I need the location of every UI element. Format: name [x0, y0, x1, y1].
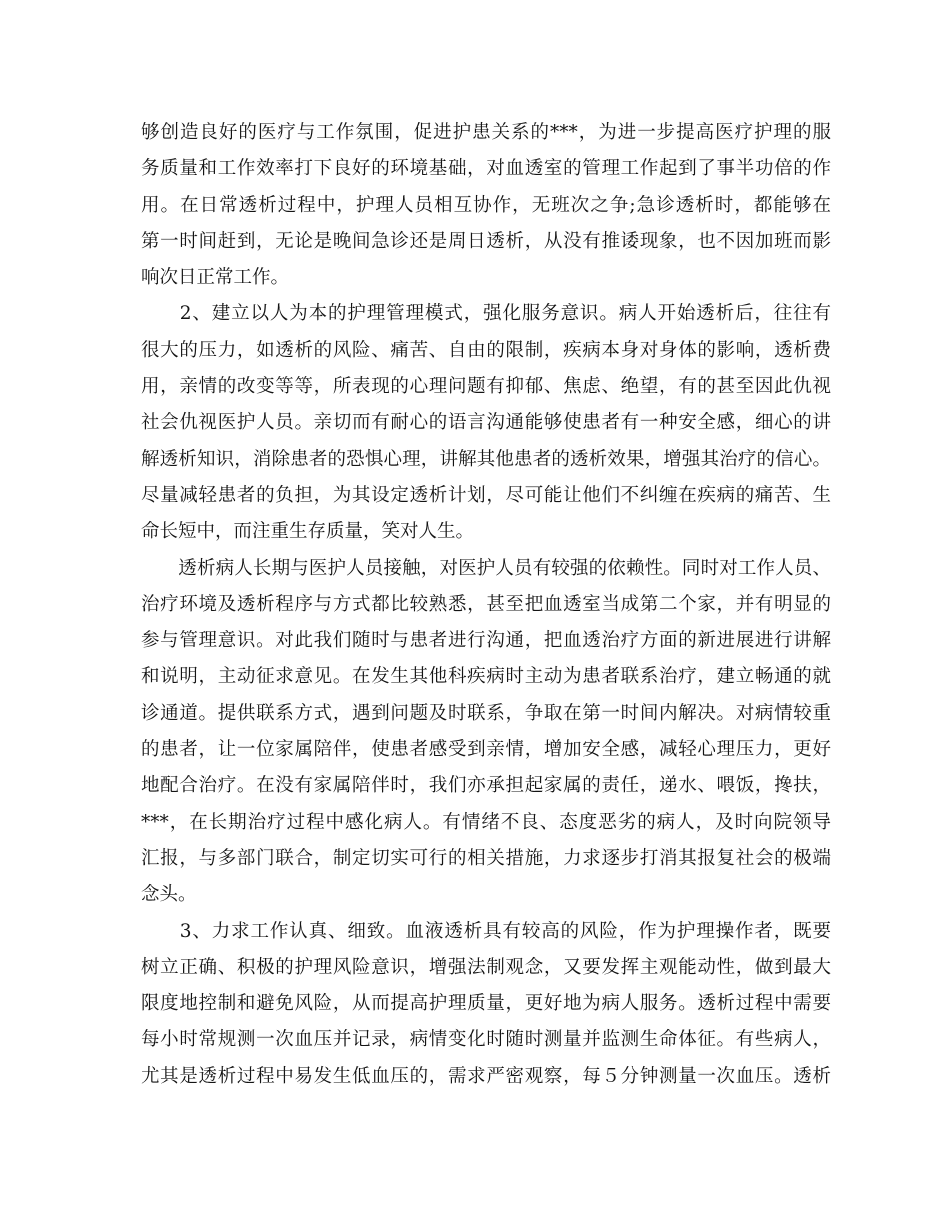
- text-line: 响次日正常工作。: [141, 267, 290, 289]
- text-line: 每小时常规测一次血压并记录，病情变化时随时测量并监测生命体征。有些病人，: [141, 1029, 831, 1051]
- text-line: 诊通道。提供联系方式，遇到问题及时联系，争取在第一时间内解决。对病情较重: [141, 702, 831, 724]
- text-line: 汇报，与多部门联合，制定切实可行的相关措施，力求逐步打消其报复社会的极端: [141, 847, 831, 869]
- text-line: 用。在日常透析过程中，护理人员相互协作，无班次之争;急诊透析时，都能够在: [141, 194, 831, 216]
- text-line: 地配合治疗。在没有家属陪伴时，我们亦承担起家属的责任，递水、喂饭，搀扶，: [141, 775, 831, 797]
- text-line: 树立正确、积极的护理风险意识，增强法制观念，又要发挥主观能动性，做到最大: [141, 956, 831, 978]
- text-line: 务质量和工作效率打下良好的环境基础，对血透室的管理工作起到了事半功倍的作: [141, 158, 831, 180]
- text-line: 限度地控制和避免风险，从而提高护理质量，更好地为病人服务。透析过程中需要: [141, 993, 831, 1015]
- text-line: 用，亲情的改变等等，所表现的心理问题有抑郁、焦虑、绝望，有的甚至因此仇视: [141, 376, 831, 398]
- text-line: 第一时间赶到，无论是晚间急诊还是周日透析，从没有推诿现象，也不因加班而影: [141, 230, 831, 252]
- text-line: 治疗环境及透析程序与方式都比较熟悉，甚至把血透室当成第二个家，并有明显的: [141, 593, 831, 615]
- text-line: 尤其是透析过程中易发生低血压的，需求严密观察，每５分钟测量一次血压。透析: [141, 1065, 831, 1087]
- document-body: [141, 115, 831, 1095]
- text-line: 2、建立以人为本的护理管理模式，强化服务意识。病人开始透析后，往往有: [141, 303, 831, 325]
- text-line: 参与管理意识。对此我们随时与患者进行沟通，把血透治疗方面的新进展进行讲解: [141, 630, 831, 652]
- text-line: 很大的压力，如透析的风险、痛苦、自由的限制，疾病本身对身体的影响，透析费: [141, 339, 831, 361]
- text-line: 和说明，主动征求意见。在发生其他科疾病时主动为患者联系治疗，建立畅通的就: [141, 666, 831, 688]
- text-line: 的患者，让一位家属陪伴，使患者感受到亲情，增加安全感，减轻心理压力，更好: [141, 739, 831, 761]
- text-line: 念头。: [141, 884, 197, 906]
- text-line: 够创造良好的医疗与工作氛围，促进护患关系的***，为进一步提高医疗护理的服: [141, 122, 831, 143]
- text-line: ***，在长期治疗过程中感化病人。有情绪不良、态度恶劣的病人，及时向院领导: [141, 811, 831, 833]
- text-line: 3、力求工作认真、细致。血液透析具有较高的风险，作为护理操作者，既要: [141, 920, 831, 942]
- text-line: 社会仇视医护人员。亲切而有耐心的语言沟通能够使患者有一种安全感，细心的讲: [141, 412, 831, 434]
- text-line: 尽量减轻患者的负担，为其设定透析计划，尽可能让他们不纠缠在疾病的痛苦、生: [141, 484, 831, 506]
- text-line: 透析病人长期与医护人员接触，对医护人员有较强的依赖性。同时对工作人员、: [141, 557, 831, 579]
- text-line: 解透析知识，消除患者的恐惧心理，讲解其他患者的透析效果，增强其治疗的信心。: [141, 448, 831, 470]
- text-line: 命长短中，而注重生存质量，笑对人生。: [141, 521, 475, 543]
